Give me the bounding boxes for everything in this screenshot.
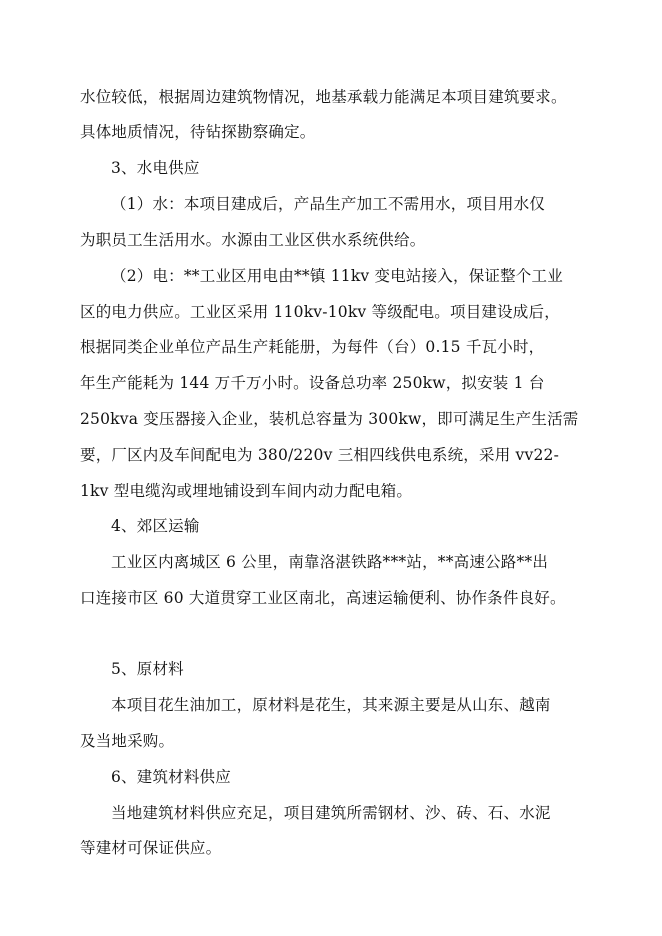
paragraph-line: 1kv 型电缆沟或埋地铺设到车间内动力配电箱。	[80, 482, 413, 500]
paragraph-line: （2）电：**工业区用电由**镇 11kv 变电站接入，保证整个工业	[111, 267, 563, 285]
section-heading-building-materials: 6、建筑材料供应	[111, 768, 231, 786]
paragraph-line: 口连接市区 60 大道贯穿工业区南北，高速运输便利、协作条件良好。	[80, 589, 566, 607]
section-heading-water-power: 3、水电供应	[111, 159, 200, 177]
paragraph-line: 为职员工生活用水。水源由工业区供水系统供给。	[80, 231, 426, 249]
paragraph-line: 年生产能耗为 144 万千万小时。设备总功率 250kw，拟安装 1 台	[80, 374, 545, 392]
paragraph-line: 工业区内离城区 6 公里，南靠洛湛铁路***站，**高速公路**出	[111, 553, 549, 571]
section-heading-transport: 4、郊区运输	[111, 517, 200, 535]
section-heading-raw-materials: 5、原材料	[111, 660, 184, 678]
paragraph-line: 当地建筑材料供应充足，项目建筑所需钢材、沙、砖、石、水泥	[111, 804, 551, 822]
paragraph-line: 水位较低，根据周边建筑物情况，地基承载力能满足本项目建筑要求。	[80, 88, 567, 106]
paragraph-line: 具体地质情况，待钻探勘察确定。	[80, 123, 316, 141]
paragraph-line: 250kva 变压器接入企业，装机总容量为 300kw，即可满足生产生活需	[80, 410, 579, 428]
paragraph-line: （1）水：本项目建成后，产品生产加工不需用水，项目用水仅	[111, 195, 545, 213]
paragraph-line: 根据同类企业单位产品生产耗能册，为每件（台）0.15 千瓦小时，	[80, 338, 545, 356]
paragraph-line: 区的电力供应。工业区采用 110kv-10kv 等级配电。项目建设成后，	[80, 303, 560, 321]
paragraph-line: 本项目花生油加工，原材料是花生，其来源主要是从山东、越南	[111, 696, 551, 714]
paragraph-line: 等建材可保证供应。	[80, 839, 222, 857]
paragraph-line: 及当地采购。	[80, 732, 175, 750]
paragraph-line: 要，厂区内及车间配电为 380/220v 三相四线供电系统，采用 vv22-	[80, 446, 560, 464]
